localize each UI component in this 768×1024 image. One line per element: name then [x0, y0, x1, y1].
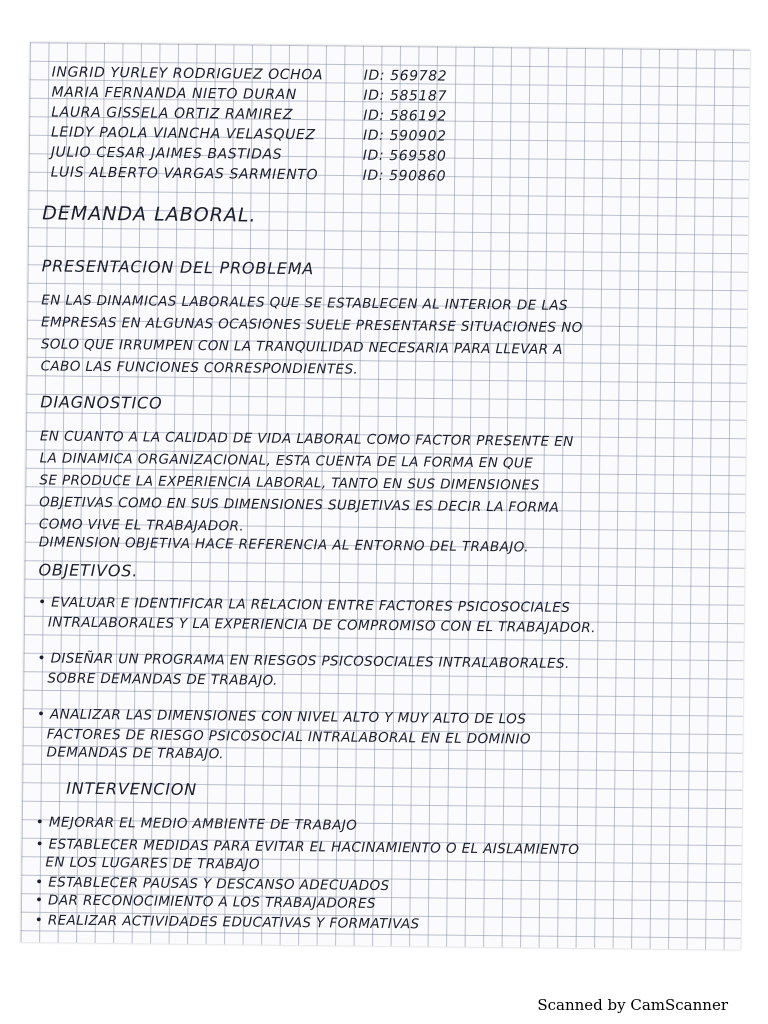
author-id: ID: 590860 [362, 167, 447, 185]
intervention-item: • ESTABLECER MEDIDAS PARA EVITAR EL HACINAMIENTO O EL AISLAMIENTO [35, 836, 580, 859]
section-heading-intervention: INTERVENCION [66, 778, 198, 800]
presentation-line: EN LAS DINAMICAS LABORALES QUE SE ESTABLECEN AL INTERIOR DE LAS [41, 292, 568, 314]
author-id: ID: 586192 [363, 107, 447, 125]
author-name: MARIA FERNANDA NIETO DURAN [51, 84, 297, 104]
diagnostic-line: SE PRODUCE LA EXPERIENCIA LABORAL, TANTO EN SUS DIMENSIONES [39, 472, 540, 494]
intervention-item-continuation: EN LOS LUGARES DE TRABAJO [45, 854, 261, 873]
scanner-watermark: Scanned by CamScanner [537, 996, 728, 1014]
objective-item: • EVALUAR E IDENTIFICAR LA RELACION ENTRE FACTORES PSICOSOCIALES [38, 594, 571, 616]
author-name: LUIS ALBERTO VARGAS SARMIENTO [50, 164, 319, 184]
presentation-line: CABO LAS FUNCIONES CORRESPONDIENTES. [40, 358, 359, 378]
section-heading-diagnostic: DIAGNOSTICO [40, 392, 163, 413]
objective-item: • ANALIZAR LAS DIMENSIONES CON NIVEL ALTO Y MUY ALTO DE LOS [36, 706, 527, 728]
page-title: DEMANDA LABORAL. [42, 202, 257, 227]
author-id: ID: 569782 [363, 67, 448, 85]
intervention-item: • ESTABLECER PAUSAS Y DESCANSO ADECUADOS [35, 874, 390, 895]
author-id: ID: 590902 [362, 127, 447, 145]
presentation-line: SOLO QUE IRRUMPEN CON LA TRANQUILIDAD NECESARIA PARA LLEVAR A [40, 336, 563, 358]
objective-item-continuation: FACTORES DE RIESGO PSICOSOCIAL INTRALABORAL EN EL DOMINIO [46, 726, 532, 748]
section-heading-objectives: OBJETIVOS. [38, 560, 139, 581]
intervention-item: • DAR RECONOCIMIENTO A LOS TRABAJADORES [34, 892, 376, 912]
objective-item-continuation: DEMANDAS DE TRABAJO. [46, 744, 224, 763]
intervention-item: • MEJORAR EL MEDIO AMBIENTE DE TRABAJO [35, 814, 358, 834]
author-name: INGRID YURLEY RODRIGUEZ OCHOA [51, 64, 324, 84]
diagnostic-line: EN CUANTO A LA CALIDAD DE VIDA LABORAL COMO FACTOR PRESENTE EN [39, 428, 574, 450]
diagnostic-line: DIMENSION OBJETIVA HACE REFERENCIA AL ENTORNO DEL TRABAJO. [38, 534, 529, 556]
objective-item: • DISEÑAR UN PROGRAMA EN RIESGOS PSICOSOCIALES INTRALABORALES. [37, 650, 570, 672]
section-heading-presentation: PRESENTACION DEL PROBLEMA [41, 256, 315, 279]
objective-item-continuation: SOBRE DEMANDAS DE TRABAJO. [47, 670, 278, 689]
intervention-item: • REALIZAR ACTIVIDADES EDUCATIVAS Y FORMATIVAS [34, 912, 420, 933]
author-id: ID: 569580 [362, 147, 447, 165]
grid-notebook-sheet [21, 42, 750, 949]
author-id: ID: 585187 [363, 87, 448, 105]
diagnostic-line: LA DINAMICA ORGANIZACIONAL, ESTA CUENTA DE LA FORMA EN QUE [39, 450, 534, 472]
diagnostic-line: OBJETIVAS COMO EN SUS DIMENSIONES SUBJETIVAS ES DECIR LA FORMA [39, 494, 560, 516]
author-name: LEIDY PAOLA VIANCHA VELASQUEZ [50, 124, 316, 144]
diagnostic-line: COMO VIVE EL TRABAJADOR. [38, 516, 245, 535]
author-name: LAURA GISSELA ORTIZ RAMIREZ [51, 104, 294, 123]
objective-item-continuation: INTRALABORALES Y LA EXPERIENCIA DE COMPROMISO CON EL TRABAJADOR. [47, 614, 596, 637]
presentation-line: EMPRESAS EN ALGUNAS OCASIONES SUELE PRESENTARSE SITUACIONES NO [41, 314, 583, 337]
author-name: JULIO CESAR JAIMES BASTIDAS [50, 144, 283, 163]
